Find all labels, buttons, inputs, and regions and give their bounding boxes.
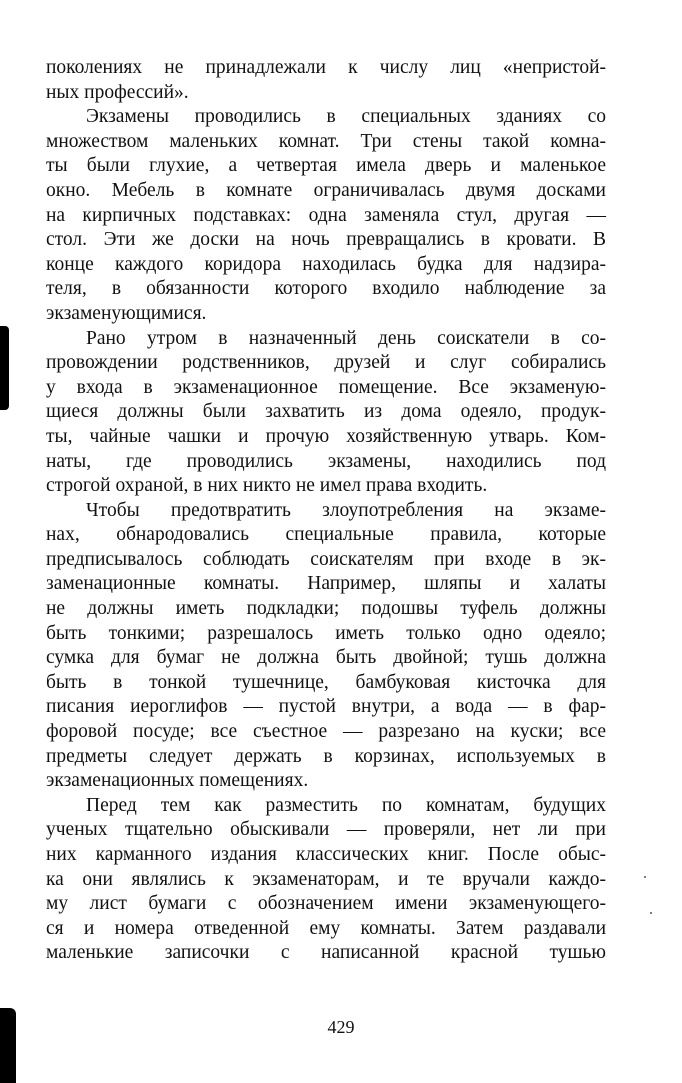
text-line: окно. Мебель в комнате ограничивалась двумя досками	[46, 179, 606, 201]
text-line: маленькие записочки с написанной красной тушью	[46, 942, 606, 964]
text-line: них карманного издания классических книг. После обыс-	[46, 844, 606, 865]
scan-edge-mark	[0, 326, 9, 410]
text-line: писания иероглифов — пустой внутри, а вода — в фар-	[46, 696, 606, 718]
text-line: му лист бумаги с обозначением имени экзаменующего-	[46, 893, 606, 915]
scan-speck	[650, 912, 652, 914]
text-line: экзаменующимися.	[46, 302, 207, 324]
text-line: наты, где проводились экзамены, находились под	[46, 450, 606, 472]
text-line: ученых тщательно обыскивали — проверяли, нет ли при	[46, 819, 606, 841]
text-line: ка они являлись к экзаменаторам, и те вручали каждо-	[46, 868, 606, 890]
text-line: поколениях не принадлежали к числу лиц «непристой-	[46, 57, 606, 78]
text-line: щиеся должны были захватить из дома одеяло, продук-	[46, 401, 606, 423]
text-line: нах, обнародовались специальные правила, которые	[46, 524, 606, 546]
text-line: не должны иметь подкладки; подошвы туфель должны	[46, 598, 606, 620]
text-line: быть тонкими; разрешалось иметь только одно одеяло;	[46, 622, 606, 644]
text-line: предметы следует держать в корзинах, используемых в	[46, 745, 606, 767]
text-line: стол. Эти же доски на ночь превращались в кровати. В	[46, 229, 606, 251]
text-line: Чтобы предотвратить злоупотребления на экзаме-	[86, 499, 606, 521]
scan-speck	[644, 876, 646, 878]
text-line: ты были глухие, а четвертая имела дверь и маленькое	[46, 155, 606, 177]
text-line: форовой посуде; все съестное — разрезано на куски; все	[46, 721, 606, 743]
scan-edge-mark	[0, 1008, 16, 1083]
text-line: строгой охраной, в них никто не имел права входить.	[46, 475, 488, 497]
text-line: экзаменационных помещениях.	[46, 770, 309, 792]
text-line: заменационные комнаты. Например, шляпы и халаты	[46, 573, 606, 595]
text-line: ся и номера отведенной ему комнаты. Затем раздавали	[46, 917, 606, 939]
page-number: 429	[327, 1017, 355, 1037]
text-line: ты, чайные чашки и прочую хозяйственную утварь. Ком-	[46, 425, 606, 447]
text-line: на кирпичных подставках: одна заменяла стул, другая —	[46, 204, 606, 226]
text-line: конце каждого коридора находилась будка для надзира-	[46, 253, 606, 275]
text-line: теля, в обязанности которого входило наблюдение за	[46, 278, 606, 300]
page-text	[46, 56, 606, 966]
text-line: у входа в экзаменационное помещение. Все экзаменую-	[46, 376, 606, 398]
text-line: множеством маленьких комнат. Три стены такой комна-	[46, 130, 606, 152]
text-line: Экзамены проводились в специальных зданиях со	[86, 106, 606, 128]
text-line: провождении родственников, друзей и слуг собирались	[46, 352, 606, 374]
text-line: предписывалось соблюдать соискателям при входе в эк-	[46, 548, 606, 570]
text-line: сумка для бумаг не должна быть двойной; тушь должна	[46, 647, 606, 669]
text-line: Перед тем как разместить по комнатам, будущих	[86, 794, 606, 816]
text-line: ных профессий».	[46, 81, 189, 103]
text-line: быть в тонкой тушечнице, бамбуковая кисточка для	[46, 671, 606, 693]
text-line: Рано утром в назначенный день соискатели в со-	[86, 327, 606, 349]
